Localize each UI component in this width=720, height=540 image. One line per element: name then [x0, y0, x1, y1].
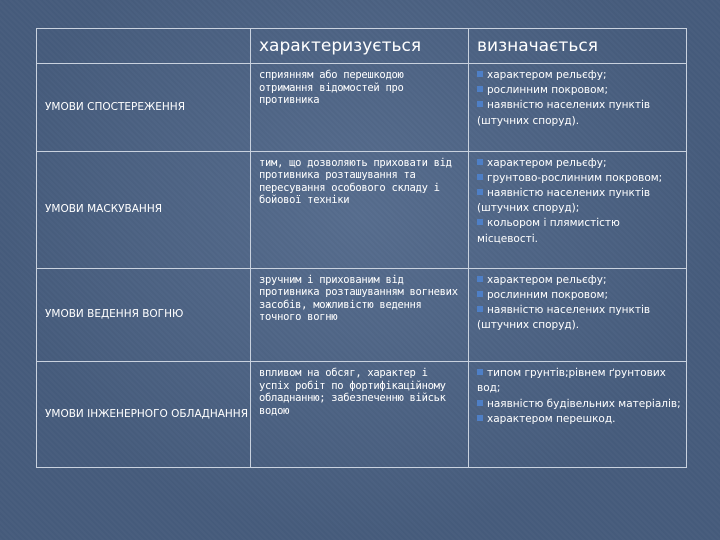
square-bullet-icon — [477, 276, 483, 282]
square-bullet-icon — [477, 71, 483, 77]
condition-cell: УМОВИ ВЕДЕННЯ ВОГНЮ — [37, 268, 251, 362]
defined-item-text: наявністю будівельних матеріалів; — [487, 397, 681, 410]
defined-list-item — [477, 303, 682, 333]
header-empty — [37, 29, 251, 64]
table-body — [37, 64, 687, 468]
square-bullet-icon — [477, 219, 483, 225]
defined-list-item — [477, 288, 682, 303]
defined-item-text: грунтово-рослинним покровом; — [487, 171, 663, 184]
defined-list-item — [477, 366, 682, 396]
defined-item-text: типом грунтів;рівнем ґрунтових вод; — [477, 367, 666, 395]
defined-list — [477, 366, 682, 427]
table-row-fire — [37, 268, 687, 362]
square-bullet-icon — [477, 400, 483, 406]
characterized-cell: сприянням або перешкодою отримання відомостей про противника — [251, 64, 469, 152]
defined-item-text: характером рельєфу; — [487, 156, 607, 169]
header-characterized: характеризується — [251, 29, 469, 64]
defined-list — [477, 273, 682, 334]
defined-list-item — [477, 397, 682, 412]
defined-item-text: характером перешкод. — [487, 412, 616, 425]
square-bullet-icon — [477, 86, 483, 92]
characterized-cell: зручним і прихованим від противника розташуванням вогневих засобів, можливістю ведення точного вогню — [251, 268, 469, 362]
square-bullet-icon — [477, 415, 483, 421]
square-bullet-icon — [477, 369, 483, 375]
condition-cell: УМОВИ СПОСТЕРЕЖЕННЯ — [37, 64, 251, 152]
defined-list-item — [477, 68, 682, 83]
defined-cell — [469, 268, 687, 362]
table-row-engineering — [37, 362, 687, 468]
defined-item-text: рослинним покровом; — [487, 84, 609, 97]
characterized-cell: впливом на обсяг, характер і успіх робіт по фортифікаційному обладнанню; забезпеченню військ водою — [251, 362, 469, 468]
defined-cell — [469, 64, 687, 152]
defined-item-text: наявністю населених пунктів (штучних споруд). — [477, 99, 651, 127]
square-bullet-icon — [477, 306, 483, 312]
condition-cell: УМОВИ МАСКУВАННЯ — [37, 151, 251, 268]
table-header-row — [37, 29, 687, 64]
condition-cell: УМОВИ ІНЖЕНЕРНОГО ОБЛАДНАННЯ — [37, 362, 251, 468]
square-bullet-icon — [477, 291, 483, 297]
defined-list-item — [477, 216, 682, 246]
header-defined: визначається — [469, 29, 687, 64]
defined-list-item — [477, 412, 682, 427]
defined-list-item — [477, 98, 682, 128]
characterized-cell: тим, що дозволяють приховати від противника розташування та пересування особового складу і бойової техніки — [251, 151, 469, 268]
defined-cell — [469, 362, 687, 468]
defined-cell — [469, 151, 687, 268]
defined-item-text: наявністю населених пунктів (штучних споруд); — [477, 186, 651, 215]
defined-list — [477, 68, 682, 129]
defined-list-item — [477, 156, 682, 171]
defined-list-item — [477, 273, 682, 288]
table-row-observation — [37, 64, 687, 152]
defined-item-text: рослинним покровом; — [487, 288, 609, 301]
square-bullet-icon — [477, 159, 483, 165]
terrain-conditions-table — [36, 28, 687, 468]
square-bullet-icon — [477, 189, 483, 195]
defined-list-item — [477, 83, 682, 98]
defined-item-text: характером рельєфу; — [487, 69, 607, 81]
table-row-camouflage — [37, 151, 687, 268]
defined-item-text: характером рельєфу; — [487, 273, 607, 286]
defined-item-text: наявністю населених пунктів (штучних споруд). — [477, 303, 651, 332]
defined-list — [477, 156, 682, 247]
defined-list-item — [477, 186, 682, 216]
defined-item-text: кольором і плямистістю місцевості. — [477, 217, 620, 245]
defined-list-item — [477, 171, 682, 186]
square-bullet-icon — [477, 174, 483, 180]
square-bullet-icon — [477, 101, 483, 107]
